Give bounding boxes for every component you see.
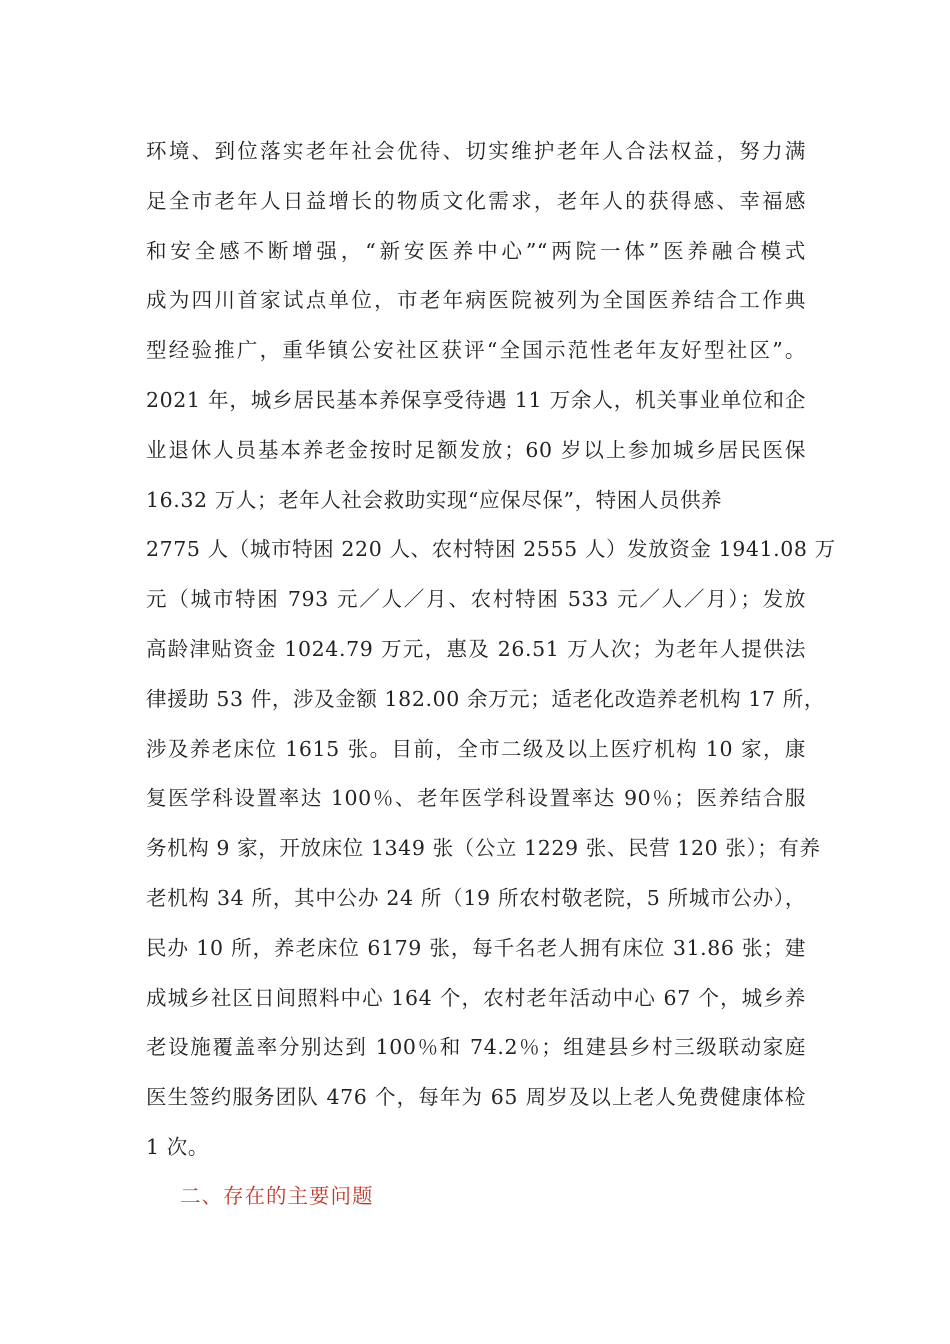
paragraph-line: 高龄津贴资金 1024.79 万元，惠及 26.51 万人次；为老年人提供法 — [146, 636, 806, 661]
paragraph-line: 成城乡社区日间照料中心 164 个，农村老年活动中心 67 个，城乡养 — [146, 985, 806, 1010]
paragraph-line: 1 次。 — [146, 1134, 209, 1159]
paragraph-line: 型经验推广，重华镇公安社区获评“全国示范性老年友好型社区”。 — [146, 338, 806, 363]
paragraph-line: 医生签约服务团队 476 个，每年为 65 周岁及以上老人免费健康体检 — [146, 1085, 806, 1110]
body-paragraph — [146, 130, 836, 1176]
paragraph-line: 2021 年，城乡居民基本养保享受待遇 11 万余人，机关事业单位和企 — [146, 387, 806, 412]
paragraph-line: 元（城市特困 793 元／人／月、农村特困 533 元／人／月）；发放 — [146, 587, 806, 612]
section-heading: 二、存在的主要问题 — [180, 1184, 374, 1208]
paragraph-line: 足全市老年人日益增长的物质文化需求，老年人的获得感、幸福感 — [146, 188, 806, 213]
paragraph-line: 16.32 万人；老年人社会救助实现“应保尽保”，特困人员供养 — [146, 487, 723, 512]
paragraph-line: 老设施覆盖率分别达到 100％和 74.2％；组建县乡村三级联动家庭 — [146, 1035, 806, 1060]
paragraph-line: 民办 10 所，养老床位 6179 张，每千名老人拥有床位 31.86 张；建 — [146, 935, 806, 960]
paragraph-line: 复医学科设置率达 100％、老年医学科设置率达 90％；医养结合服 — [146, 786, 806, 811]
paragraph-line: 律援助 53 件，涉及金额 182.00 余万元；适老化改造养老机构 17 所， — [146, 686, 825, 711]
paragraph-line: 环境、到位落实老年社会优待、切实维护老年人合法权益，努力满 — [146, 139, 806, 163]
paragraph-line: 涉及养老床位 1615 张。目前，全市二级及以上医疗机构 10 家，康 — [146, 736, 806, 761]
paragraph-line: 成为四川首家试点单位，市老年病医院被列为全国医养结合工作典 — [146, 288, 806, 313]
paragraph-line: 和安全感不断增强，“新安医养中心”“两院一体”医养融合模式 — [146, 238, 806, 263]
paragraph-line: 业退休人员基本养老金按时足额发放；60 岁以上参加城乡居民医保 — [146, 437, 806, 462]
paragraph-line: 2775 人（城市特困 220 人、农村特困 2555 人）发放资金 1941.08 万 — [146, 537, 836, 562]
paragraph-line: 务机构 9 家，开放床位 1349 张（公立 1229 张、民营 120 张）；有养 — [146, 836, 821, 861]
paragraph-line: 老机构 34 所，其中公办 24 所（19 所农村敬老院，5 所城市公办）， — [146, 885, 806, 910]
